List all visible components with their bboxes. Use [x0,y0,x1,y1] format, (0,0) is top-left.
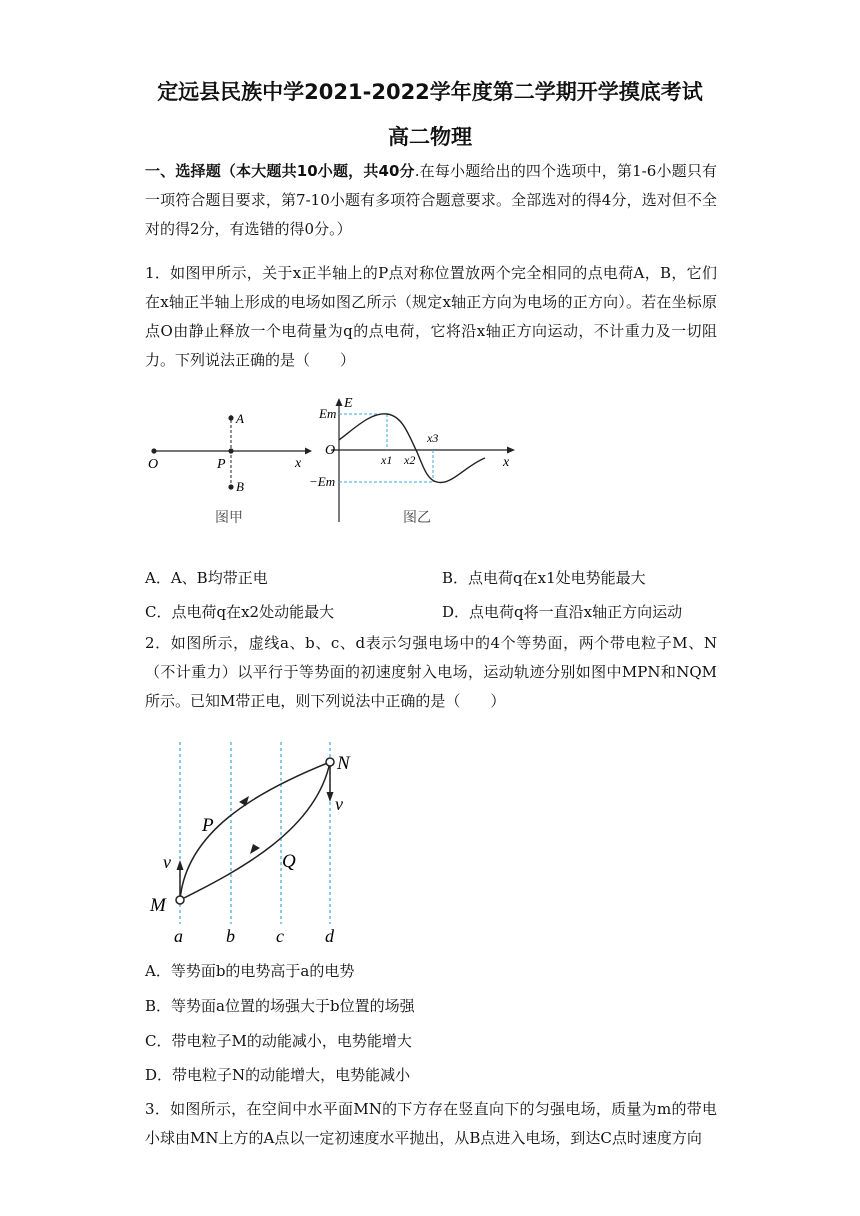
q2-label-a: a [174,926,183,946]
fig-b-label-o: O [325,443,336,458]
fig-a-caption: 图甲 [215,511,243,526]
fig-b-caption: 图乙 [403,511,431,526]
fig-b-label-em: Em [319,406,337,421]
q2-label-d: d [325,926,334,946]
q2-label-p: P [202,815,214,836]
q1-figure-b [305,392,527,530]
fig-a-label-b: B [236,479,244,494]
fig-b-label-neg-em: −Em [309,474,336,489]
fig-a-label-o: O [148,457,159,472]
q2-label-c: c [276,926,284,946]
q2-option-a: A．等势面b的电势高于a的电势 [145,962,355,980]
exam-subtitle: 高二物理 [388,125,472,149]
q2-label-b: b [226,926,235,946]
q2-figure [140,738,370,950]
q3-stem: 3．如图所示，在空间中水平面MN的下方存在竖直向下的匀强电场，质量为m的带电小球由MN上方的A点以一定初速度水平抛出，从B点进入电场，到达C点时速度方向 [145,1100,717,1147]
q1-option-d: D．点电荷q将一直沿x轴正方向运动 [442,603,683,621]
fig-b-label-e: E [344,396,353,411]
section1-instructions [145,157,717,244]
section1-rules: .在每小题给出的四个选项中，第1-6小题只有一项符合题目要求，第7-10小题有多项符合题意要求。全部选对的得4分，选对但不全对的得2分，有选错的得0分。） [145,162,717,238]
fig-b-label-x: x [503,455,510,470]
fig-a-label-p: P [217,457,226,472]
fig-a-label-a: A [236,411,244,426]
q2-option-d: D．带电粒子N的动能增大，电势能减小 [145,1066,411,1084]
q2-label-m: M [150,895,166,916]
q1-stem: 1．如图甲所示，关于x正半轴上的P点对称位置放两个完全相同的点电荷A，B，它们在x轴正半轴上形成的电场如图乙所示（规定x轴正方向为电场的正方向）。若在坐标原点O由静止释放一个电荷量为q的点电荷，它将沿x轴正方向运动，不计重力及一切阻力。下列说法正确的是（ ） [145,264,717,369]
exam-title: 定远县民族中学2021-2022学年度第二学期开学摸底考试 [157,80,703,104]
fig-b-label-x2: x2 [404,453,416,467]
q1-option-a: A．A、B均带正电 [145,569,268,587]
q2-label-v2: v [335,794,343,814]
fig-b-label-x1: x1 [381,453,393,467]
fig-a-label-x: x [295,456,302,471]
q2-option-b: B．等势面a位置的场强大于b位置的场强 [145,997,415,1015]
fig-b-label-x3: x3 [427,431,439,445]
q2-option-c: C．带电粒子M的动能减小，电势能增大 [145,1032,412,1050]
q2-stem: 2．如图所示，虚线a、b、c、d表示匀强电场中的4个等势面，两个带电粒子M、N（不计重力）以平行于等势面的初速度射入电场，运动轨迹分别如图中MPN和NQM所示。已知M带正电，则下列说法中正确的是（ ） [145,634,717,710]
section1-heading: 一、选择题（本大题共10小题，共40分 [145,162,415,180]
q1-option-b: B．点电荷q在x1处电势能最大 [442,569,646,587]
q2-label-v1: v [163,852,171,872]
q1-option-c: C．点电荷q在x2处动能最大 [145,603,335,621]
q2-label-q: Q [282,851,296,872]
q2-label-n: N [337,753,350,774]
q1-figure-a [140,405,315,530]
